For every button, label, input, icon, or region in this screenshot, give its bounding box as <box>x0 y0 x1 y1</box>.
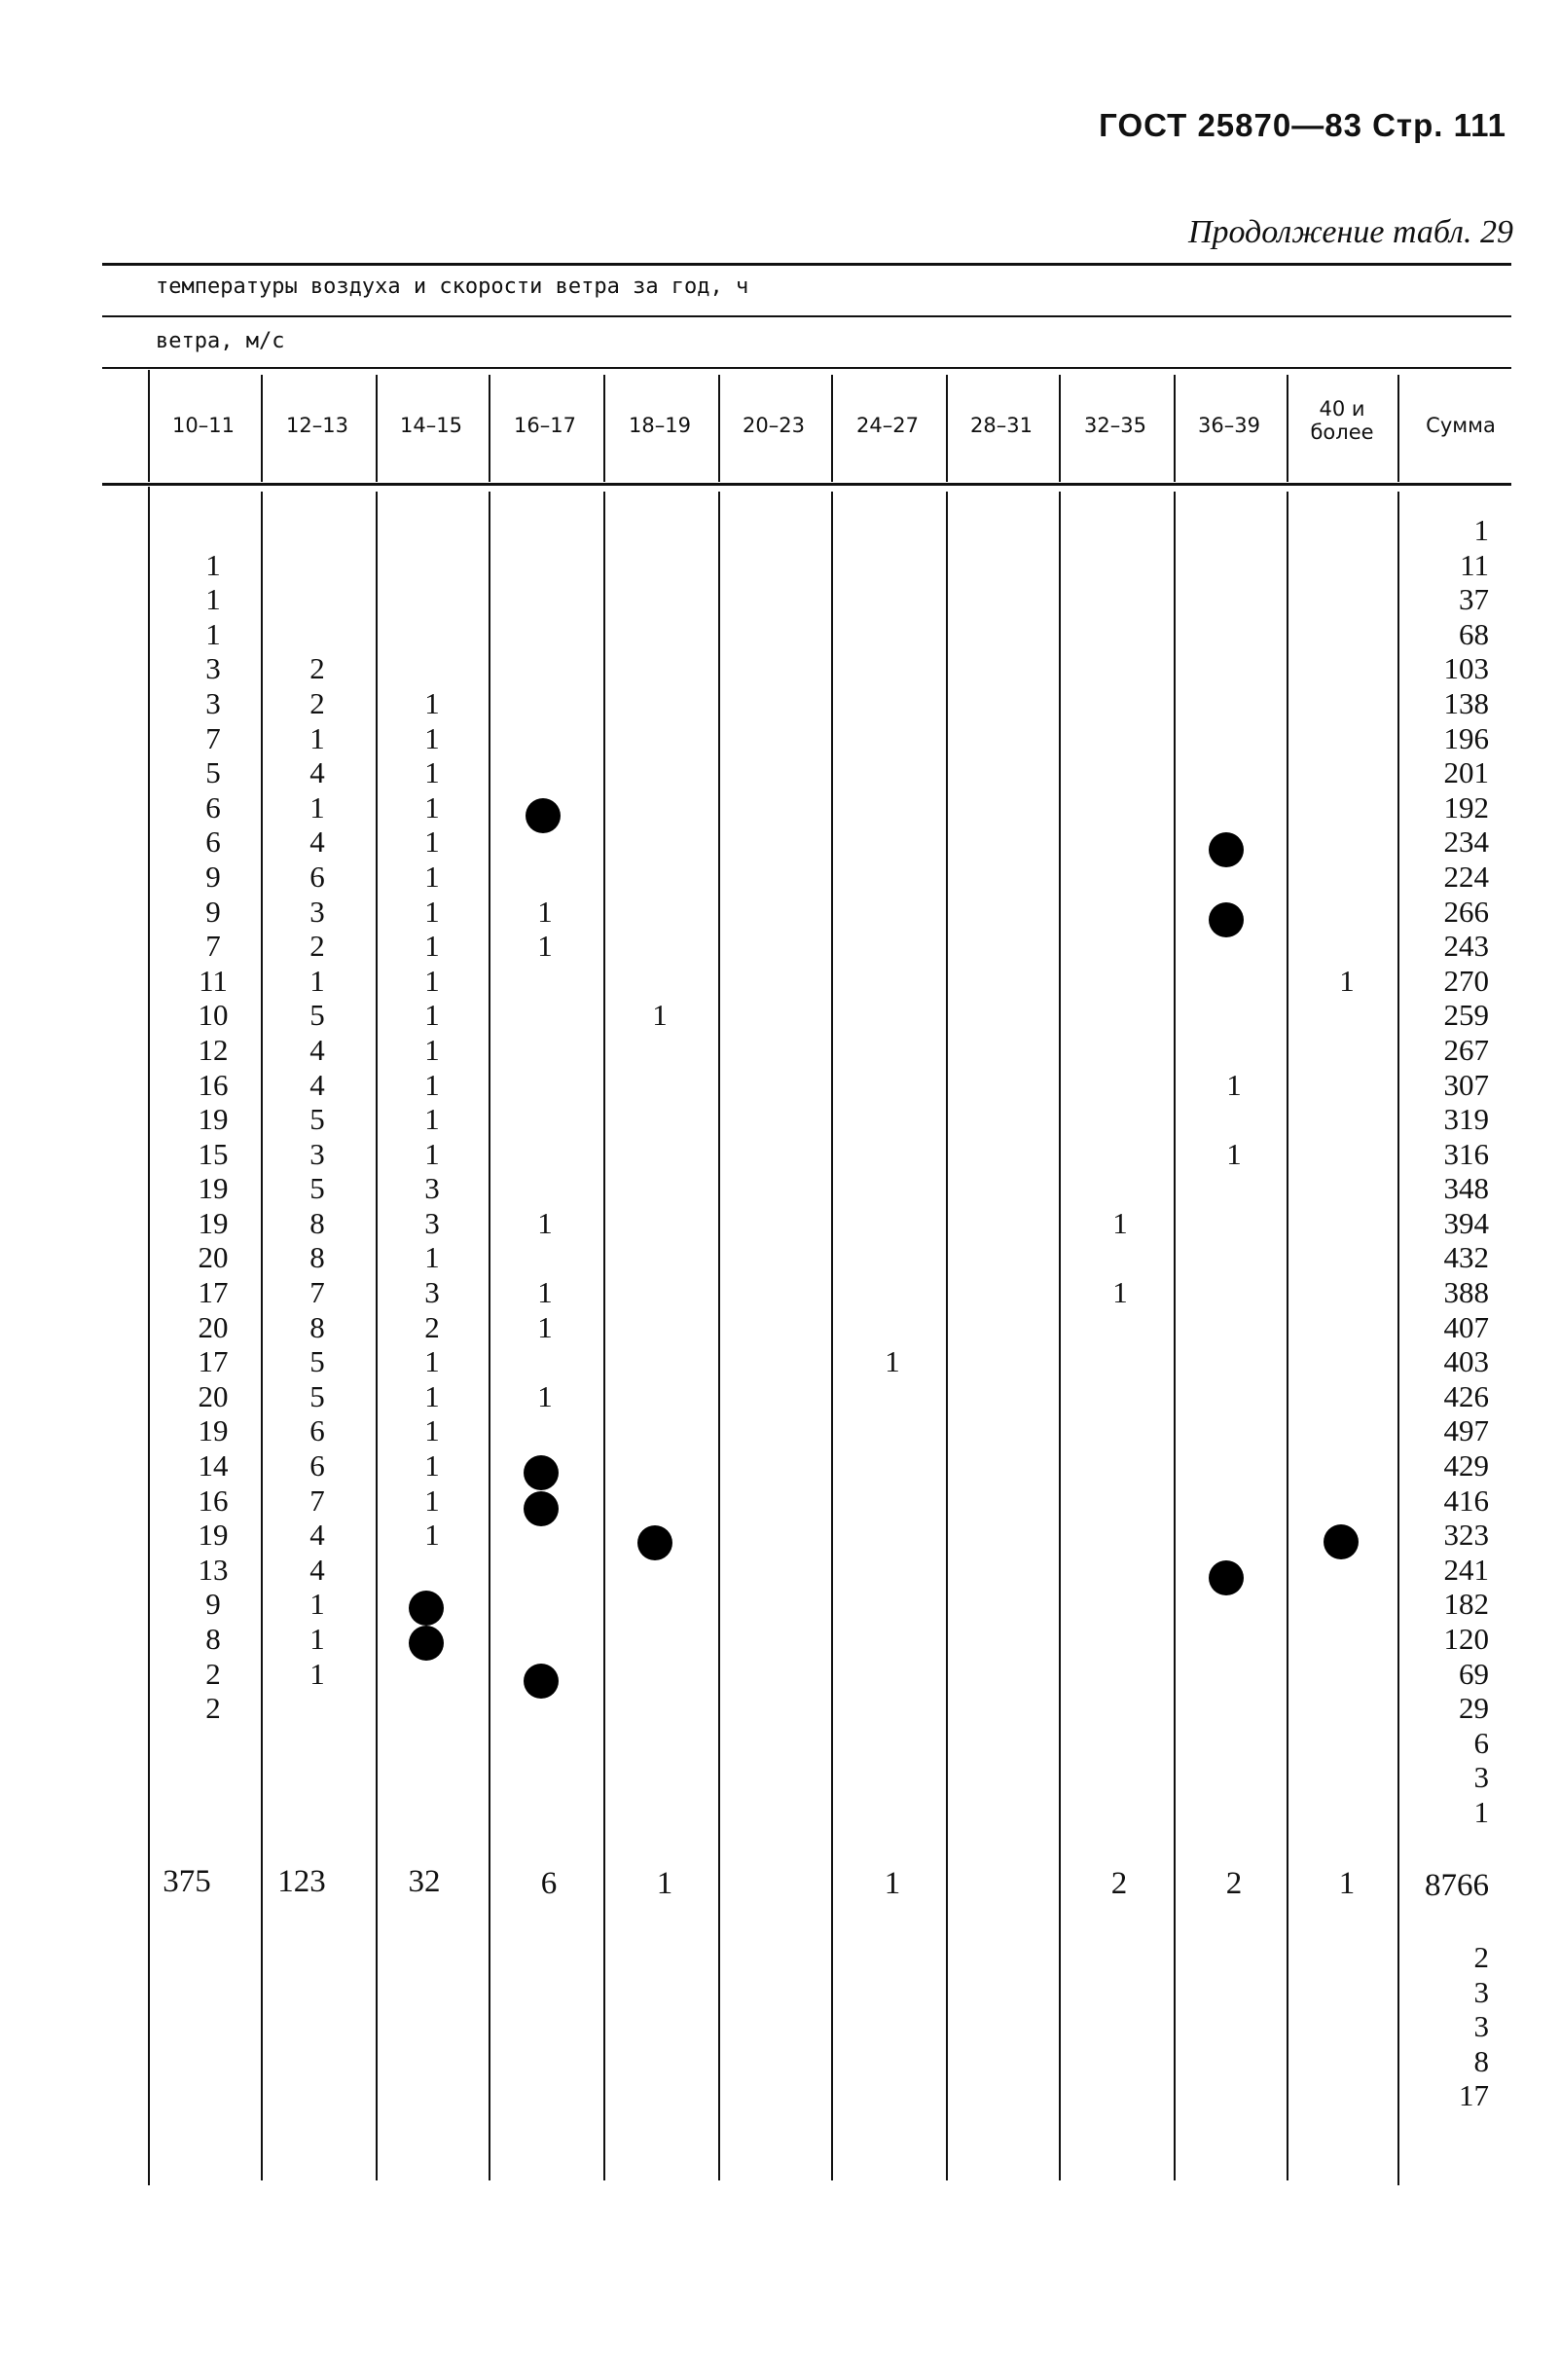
black-dot-marker <box>1209 832 1244 867</box>
column-14-15: 1 1 1 1 1 1 1 1 1 1 1 1 1 1 3 3 1 3 2 1 1 1 1 1 1 <box>424 685 440 1553</box>
col-header-32-35: 32–35 <box>1084 414 1146 437</box>
extra-sum-values: 2 3 3 8 17 <box>1459 1940 1489 2113</box>
column-sum: 1 11 37 68 103 138 196 201 192 234 224 266 243 270 259 267 307 319 316 348 394 432 388 407 403 426 497 429 416 323 241 182 120 69 29 6 3 1 <box>1443 513 1489 1829</box>
header-divider <box>261 375 263 482</box>
col-header-40-plus: 40 и более <box>1310 397 1374 444</box>
column-12-13: 2 2 1 4 1 4 6 3 2 1 5 4 4 5 3 5 8 8 7 8 5 5 6 6 7 4 4 1 1 1 <box>309 651 325 1691</box>
header-divider <box>718 375 720 482</box>
col-header-28-31: 28–31 <box>970 414 1033 437</box>
header-divider <box>831 375 833 482</box>
col-header-sum: Сумма <box>1426 414 1496 437</box>
header-divider <box>1397 375 1399 482</box>
table-title-line: температуры воздуха и скорости ветра за год, ч <box>156 275 749 299</box>
column-24-27: 1 <box>885 1344 900 1379</box>
table-subtitle-line: ветра, м/с <box>156 329 285 353</box>
black-dot-marker <box>1324 1524 1359 1559</box>
total-36-39: 2 <box>1225 1866 1243 1901</box>
black-dot-marker <box>1209 902 1244 937</box>
black-dot-marker <box>409 1626 444 1661</box>
rule-3 <box>102 367 1511 369</box>
header-divider <box>1059 375 1061 482</box>
col-header-12-13: 12–13 <box>286 414 348 437</box>
black-dot-marker <box>524 1491 559 1526</box>
body-divider <box>718 492 720 2180</box>
total-32-35: 2 <box>1110 1866 1128 1901</box>
col-header-18-19: 18–19 <box>629 414 691 437</box>
header-divider <box>148 370 150 482</box>
col-header-10-11: 10–11 <box>172 414 235 437</box>
header-divider <box>603 375 605 482</box>
column-16-17: 1 1 1 1 1 1 <box>537 894 553 1413</box>
black-dot-marker <box>526 798 561 833</box>
table-continuation-label: Продолжение табл. 29 <box>1187 214 1513 250</box>
header-divider <box>946 375 948 482</box>
total-sum: 8766 <box>1425 1868 1489 1903</box>
column-36-39: 1 1 <box>1226 1067 1242 1171</box>
header-divider <box>376 375 378 482</box>
page-header: ГОСТ 25870—83 Стр. 111 <box>1099 107 1506 143</box>
col-header-16-17: 16–17 <box>514 414 576 437</box>
total-40-plus: 1 <box>1338 1866 1356 1901</box>
col-header-24-27: 24–27 <box>856 414 919 437</box>
total-18-19: 1 <box>656 1866 673 1901</box>
col-header-14-15: 14–15 <box>400 414 462 437</box>
header-bottom-rule <box>102 483 1511 486</box>
black-dot-marker <box>1209 1560 1244 1595</box>
total-16-17: 6 <box>540 1866 558 1901</box>
column-32-35: 1 1 <box>1112 1205 1128 1310</box>
column-18-19: 1 <box>652 998 668 1033</box>
total-10-11: 375 <box>163 1864 211 1899</box>
black-dot-marker <box>637 1525 672 1560</box>
header-divider <box>1287 375 1288 482</box>
black-dot-marker <box>409 1591 444 1626</box>
total-14-15: 32 <box>408 1864 441 1899</box>
column-10-11: 1 1 1 3 3 7 5 6 6 9 9 7 11 10 12 16 19 15 19 19 20 17 20 17 20 19 14 16 19 13 9 8 2 2 <box>198 547 229 1726</box>
black-dot-marker <box>524 1455 559 1490</box>
col-header-20-23: 20–23 <box>743 414 805 437</box>
rule-2 <box>102 315 1511 317</box>
top-rule <box>102 263 1511 266</box>
black-dot-marker <box>524 1664 559 1699</box>
header-divider <box>1174 375 1176 482</box>
col-header-36-39: 36–39 <box>1198 414 1260 437</box>
total-24-27: 1 <box>884 1866 901 1901</box>
total-12-13: 123 <box>277 1864 326 1899</box>
column-40-plus: 1 <box>1339 963 1355 998</box>
header-divider <box>489 375 490 482</box>
